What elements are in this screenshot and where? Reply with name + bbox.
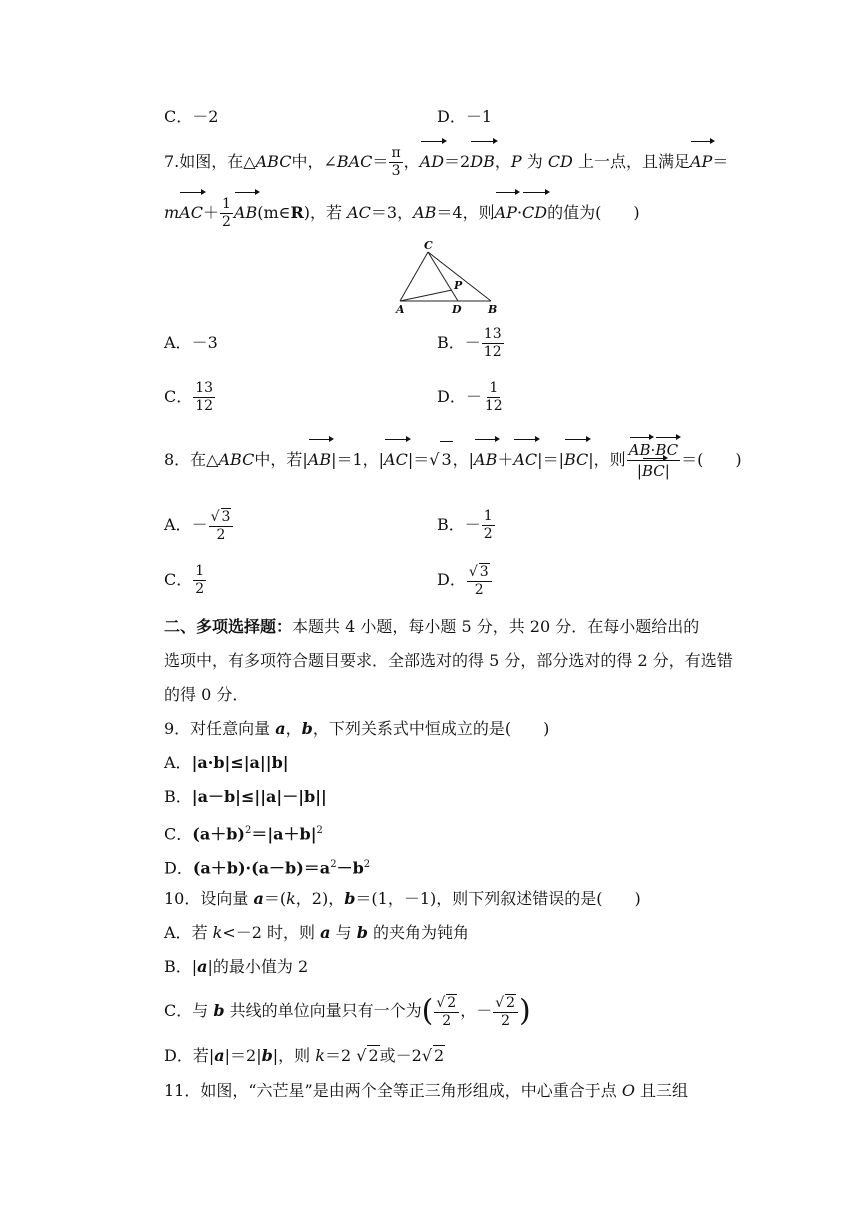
label-d: D: [452, 303, 462, 316]
q9-option-a: A．|a·b|≤|a||b|: [164, 753, 289, 772]
q10-option-a: A．若 k<－2 时，则 a 与 b 的夹角为钝角: [164, 923, 469, 942]
q9-option-d: D．$(a+b)\cdot(a-b)=a^2-b^2$: [164, 858, 371, 878]
q7-option-c: C． $\frac{13}{12}$: [164, 380, 214, 414]
question-11: 11．如图，“六芒星”是由两个全等正三角形组成，中心重合于点 O 且三组: [164, 1081, 689, 1100]
sqrt-3: 3: [440, 441, 452, 478]
q9-option-b: B．|a－b|≤||a|－|b||: [164, 787, 327, 806]
fraction: $\frac{1}{2}$: [195, 563, 205, 597]
option-value: －1: [465, 107, 493, 126]
vector-cd: CD: [522, 195, 547, 231]
q7-option-d: D．－ $\frac{1}{12}$: [437, 380, 503, 414]
question-9: 9．对任意向量 a，b，下列关系式中恒成立的是( ): [164, 719, 550, 738]
fraction: $\frac{√ 2}{2}$: [493, 994, 518, 1030]
vector-ap: AP: [690, 144, 712, 180]
fraction: $\frac{1}{12}$: [484, 380, 503, 414]
q7-angle: BAC: [336, 152, 373, 171]
vector-ab: AB: [308, 442, 331, 478]
question-10: 10．设向量 a＝(k，2)，b＝(1，－1)，则下列叙述错误的是( ): [164, 889, 641, 908]
fraction: $\frac{√ 3}{2}$: [467, 563, 492, 599]
fraction-one-half: $\frac{1}{2}$: [221, 196, 231, 230]
vector-ab: AB: [474, 442, 497, 478]
option-label: C．: [164, 107, 193, 126]
vector-ad: AD: [420, 144, 444, 180]
option-value: －2: [192, 107, 219, 126]
q7-option-b: B．－ $\frac{13}{12}$: [437, 326, 502, 360]
point-p: P: [510, 152, 522, 171]
q10-option-d: D．若|a|＝2|b|，则 k＝2 √ 2或－2√ 2: [164, 1046, 445, 1065]
section-2-line2: 选项中，有多项符合题目要求．全部选对的得 5 分，部分选对的得 2 分，有选错: [164, 651, 733, 670]
vector-db: DB: [470, 144, 495, 180]
option-label: D．: [437, 107, 466, 126]
q7-triangle: ABC: [255, 152, 292, 171]
q7-text: 中，∠: [291, 152, 337, 171]
section-title: 二、多项选择题：: [164, 617, 293, 636]
q8-option-c: C． $\frac{1}{2}$: [164, 563, 205, 597]
q8-option-a: A．－ $\frac{√ 3}{2}$: [164, 507, 234, 544]
vector-ac: AC: [179, 195, 203, 231]
fraction: $\frac{1}{2}$: [483, 508, 493, 542]
section-2-line3: 的得 0 分．: [164, 685, 249, 704]
label-p: P: [454, 279, 463, 292]
q7-text: 7.如图，在△: [164, 152, 256, 171]
vector-bc: BC: [564, 442, 588, 478]
q10-option-b: B．|a|的最小值为 2: [164, 957, 309, 976]
q10-option-c: C．与 b 共线的单位向量只有一个为( $\frac{√ 2}{2}$ ，－ $\frac{√ 2}{2}$ ): [164, 993, 531, 1029]
section-2-line1: 二、多项选择题：本题共 4 小题，每小题 5 分，共 20 分．在每小题给出的: [164, 617, 700, 636]
fraction-ab-dot-bc-over-bc: $\frac{AB\cdot BC}{|BC|}$: [628, 441, 679, 480]
q8-option-d: D． $\frac{√ 3}{2}$: [437, 562, 493, 599]
q7-text: ＝: [372, 152, 389, 171]
fraction-pi-over-3: $\frac{\pi}{3}$: [391, 145, 401, 179]
fraction: $\frac{√ 2}{2}$: [434, 994, 459, 1030]
fraction: $\frac{√ 3}{2}$: [209, 508, 234, 544]
triangle-figure: [388, 239, 510, 317]
q9-option-c: C．$(a+b)^2=|a+b|^2$: [164, 824, 323, 844]
q7-option-a: A．－3: [164, 333, 218, 352]
label-c: C: [424, 239, 433, 252]
vector-ac: AC: [513, 442, 537, 478]
fraction: $\frac{13}{12}$: [195, 380, 214, 414]
segment-cd: CD: [547, 152, 573, 171]
label-a: A: [396, 303, 405, 316]
vector-ac: AC: [384, 442, 408, 478]
question-7-line2: mAC＋ $\frac{1}{2}$ AB(m∈R)，若 AC＝3，AB＝4，则AP·CD的值为( ): [164, 196, 640, 230]
vector-ab: AB: [234, 195, 257, 231]
vector-ap: AP: [495, 195, 517, 231]
question-7-line1: 7.如图，在△ABC中，∠BAC＝ $\frac{\pi}{3}$ ，AD＝2DB，P 为 CD 上一点，且满足AP＝: [164, 145, 729, 179]
option-c-line: [164, 107, 218, 127]
fraction: $\frac{13}{12}$: [483, 326, 502, 360]
question-8: 8．在△ABC中，若|AB|＝1，|AC|＝√ 3，|AB＋AC|＝|BC|，则 $\frac{AB\cdot BC}{|BC|}$ ＝( ): [164, 441, 742, 480]
option-d-line: [437, 107, 492, 127]
label-b: B: [488, 303, 498, 316]
q8-option-b: B．－ $\frac{1}{2}$: [437, 508, 493, 542]
